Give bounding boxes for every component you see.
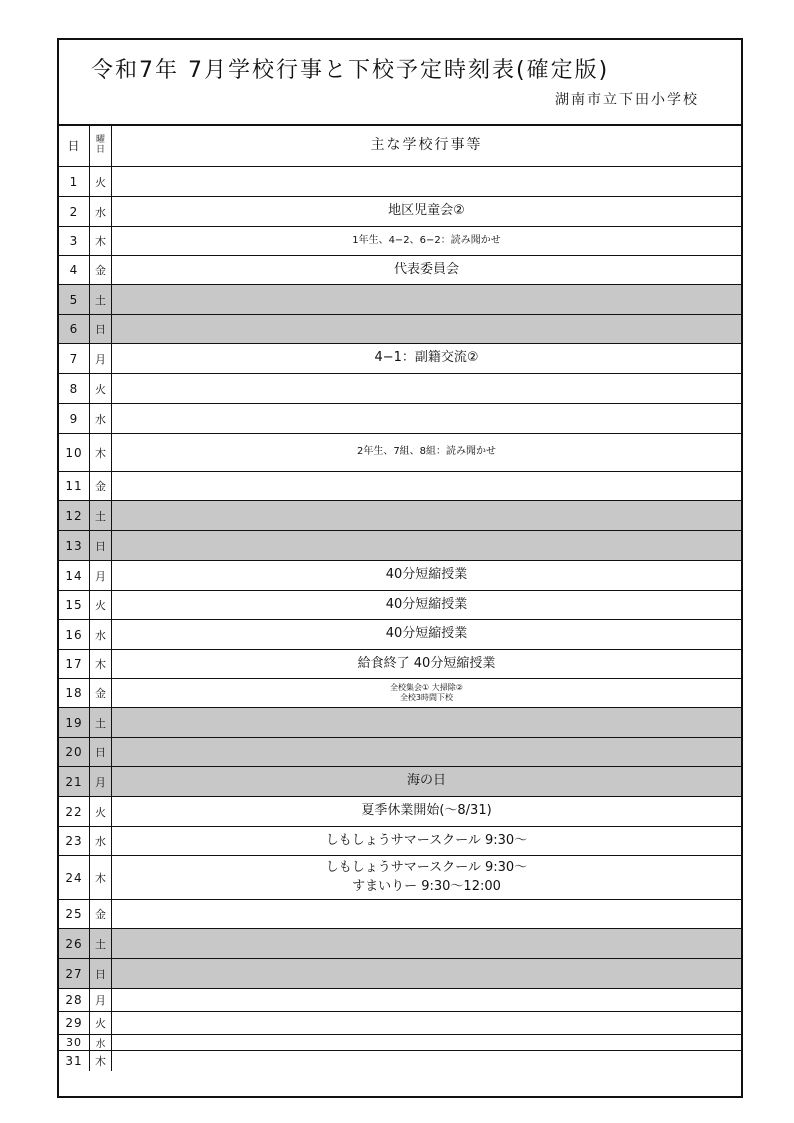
day-cell: 8 xyxy=(59,374,90,403)
day-cell: 31 xyxy=(59,1051,90,1071)
event-cell xyxy=(112,404,741,433)
column-header-weekday: 曜 日 xyxy=(90,124,112,166)
day-cell: 21 xyxy=(59,767,90,796)
weekday-cell: 水 xyxy=(90,620,112,649)
weekday-cell: 土 xyxy=(90,929,112,958)
page-title: 令和7年 7月学校行事と下校予定時刻表(確定版) xyxy=(91,58,610,83)
event-cell xyxy=(112,929,741,958)
event-cell: 1年生、4−2、6−2：読み聞かせ xyxy=(352,234,501,246)
day-cell: 14 xyxy=(59,561,90,590)
event-cell xyxy=(112,1012,741,1034)
weekday-cell: 火 xyxy=(90,167,112,196)
event-cell: しもしょうサマースクール 9:30〜 xyxy=(325,832,528,848)
weekday-cell: 日 xyxy=(90,315,112,343)
weekday-cell: 金 xyxy=(90,900,112,928)
table-row xyxy=(59,197,741,227)
schedule-table xyxy=(59,124,741,1071)
weekday-cell: 火 xyxy=(90,1012,112,1034)
table-row xyxy=(59,856,741,900)
table-row xyxy=(59,1012,741,1035)
table-row xyxy=(59,561,741,591)
weekday-cell: 木 xyxy=(90,856,112,899)
day-cell: 24 xyxy=(59,856,90,899)
weekday-cell: 金 xyxy=(90,256,112,284)
day-cell: 10 xyxy=(59,434,90,471)
table-row xyxy=(59,344,741,374)
weekday-cell: 木 xyxy=(90,434,112,471)
table-row xyxy=(59,738,741,767)
table-row xyxy=(59,797,741,827)
table-row xyxy=(59,989,741,1012)
weekday-cell: 土 xyxy=(90,501,112,530)
weekday-cell: 土 xyxy=(90,285,112,314)
table-row xyxy=(59,959,741,989)
event-cell xyxy=(112,708,741,737)
table-row xyxy=(59,167,741,197)
table-row xyxy=(59,679,741,708)
day-cell: 18 xyxy=(59,679,90,707)
event-cell xyxy=(112,1035,741,1050)
day-cell: 23 xyxy=(59,827,90,855)
weekday-cell: 月 xyxy=(90,561,112,590)
event-cell: 40分短縮授業 xyxy=(385,596,468,612)
table-row xyxy=(59,767,741,797)
table-row xyxy=(59,591,741,620)
event-cell: しもしょうサマースクール 9:30〜 すまいりー 9:30〜12:00 xyxy=(325,859,528,894)
weekday-cell: 火 xyxy=(90,797,112,826)
day-cell: 27 xyxy=(59,959,90,988)
day-cell: 1 xyxy=(59,167,90,196)
event-cell: 2年生、7組、8組：読み聞かせ xyxy=(356,446,497,458)
day-cell: 7 xyxy=(59,344,90,373)
weekday-cell: 木 xyxy=(90,650,112,678)
event-cell xyxy=(112,472,741,500)
event-cell xyxy=(112,501,741,530)
table-row xyxy=(59,708,741,738)
day-cell: 9 xyxy=(59,404,90,433)
weekday-cell: 金 xyxy=(90,679,112,707)
day-cell: 13 xyxy=(59,531,90,560)
event-cell: 4−1：副籍交流② xyxy=(374,350,479,366)
event-cell xyxy=(112,959,741,988)
day-cell: 26 xyxy=(59,929,90,958)
weekday-cell: 水 xyxy=(90,827,112,855)
event-cell xyxy=(112,900,741,928)
table-row xyxy=(59,315,741,344)
table-row xyxy=(59,900,741,929)
weekday-cell: 水 xyxy=(90,197,112,226)
weekday-cell: 日 xyxy=(90,738,112,766)
day-cell: 22 xyxy=(59,797,90,826)
schedule-sheet xyxy=(57,38,743,1098)
table-row xyxy=(59,929,741,959)
table-row xyxy=(59,650,741,679)
table-row xyxy=(59,827,741,856)
table-row xyxy=(59,434,741,472)
table-row xyxy=(59,404,741,434)
day-cell: 15 xyxy=(59,591,90,619)
table-row xyxy=(59,472,741,501)
event-cell: 夏季休業開始(〜8/31) xyxy=(361,803,492,819)
sheet-header xyxy=(59,40,741,126)
event-cell: 地区児童会② xyxy=(388,203,465,219)
table-row xyxy=(59,620,741,650)
school-name: 湖南市立下田小学校 xyxy=(555,92,699,108)
column-header-day: 日 xyxy=(59,124,90,166)
weekday-cell: 火 xyxy=(90,374,112,403)
weekday-cell: 水 xyxy=(90,1035,112,1050)
weekday-cell: 月 xyxy=(90,767,112,796)
day-cell: 6 xyxy=(59,315,90,343)
table-header-row xyxy=(59,124,741,167)
weekday-cell: 土 xyxy=(90,708,112,737)
day-cell: 17 xyxy=(59,650,90,678)
table-row xyxy=(59,1035,741,1051)
event-cell xyxy=(112,1051,741,1071)
day-cell: 12 xyxy=(59,501,90,530)
day-cell: 29 xyxy=(59,1012,90,1034)
table-row xyxy=(59,531,741,561)
table-row xyxy=(59,285,741,315)
table-row xyxy=(59,501,741,531)
weekday-cell: 月 xyxy=(90,989,112,1011)
event-cell: 海の日 xyxy=(406,773,446,789)
event-cell: 40分短縮授業 xyxy=(385,567,468,583)
day-cell: 25 xyxy=(59,900,90,928)
event-cell xyxy=(112,167,741,196)
day-cell: 28 xyxy=(59,989,90,1011)
event-cell: 全校集会① 大掃除② 全校3時間下校 xyxy=(390,682,463,702)
day-cell: 5 xyxy=(59,285,90,314)
event-cell xyxy=(112,285,741,314)
event-cell: 代表委員会 xyxy=(393,261,459,277)
weekday-cell: 金 xyxy=(90,472,112,500)
day-cell: 3 xyxy=(59,227,90,255)
weekday-cell: 日 xyxy=(90,959,112,988)
table-row xyxy=(59,374,741,404)
event-cell xyxy=(112,738,741,766)
day-cell: 19 xyxy=(59,708,90,737)
table-row xyxy=(59,227,741,256)
day-cell: 11 xyxy=(59,472,90,500)
weekday-cell: 木 xyxy=(90,227,112,255)
event-cell xyxy=(112,374,741,403)
event-cell xyxy=(112,315,741,343)
weekday-cell: 水 xyxy=(90,404,112,433)
day-cell: 30 xyxy=(59,1035,90,1050)
day-cell: 20 xyxy=(59,738,90,766)
event-cell xyxy=(112,989,741,1011)
event-cell: 40分短縮授業 xyxy=(385,626,468,642)
day-cell: 16 xyxy=(59,620,90,649)
event-cell xyxy=(112,531,741,560)
weekday-cell: 木 xyxy=(90,1051,112,1071)
event-cell: 給食終了 40分短縮授業 xyxy=(357,655,496,671)
table-row xyxy=(59,256,741,285)
day-cell: 4 xyxy=(59,256,90,284)
weekday-cell: 火 xyxy=(90,591,112,619)
column-header-events: 主な学校行事等 xyxy=(370,136,483,153)
table-row xyxy=(59,1051,741,1071)
weekday-cell: 日 xyxy=(90,531,112,560)
day-cell: 2 xyxy=(59,197,90,226)
weekday-cell: 月 xyxy=(90,344,112,373)
